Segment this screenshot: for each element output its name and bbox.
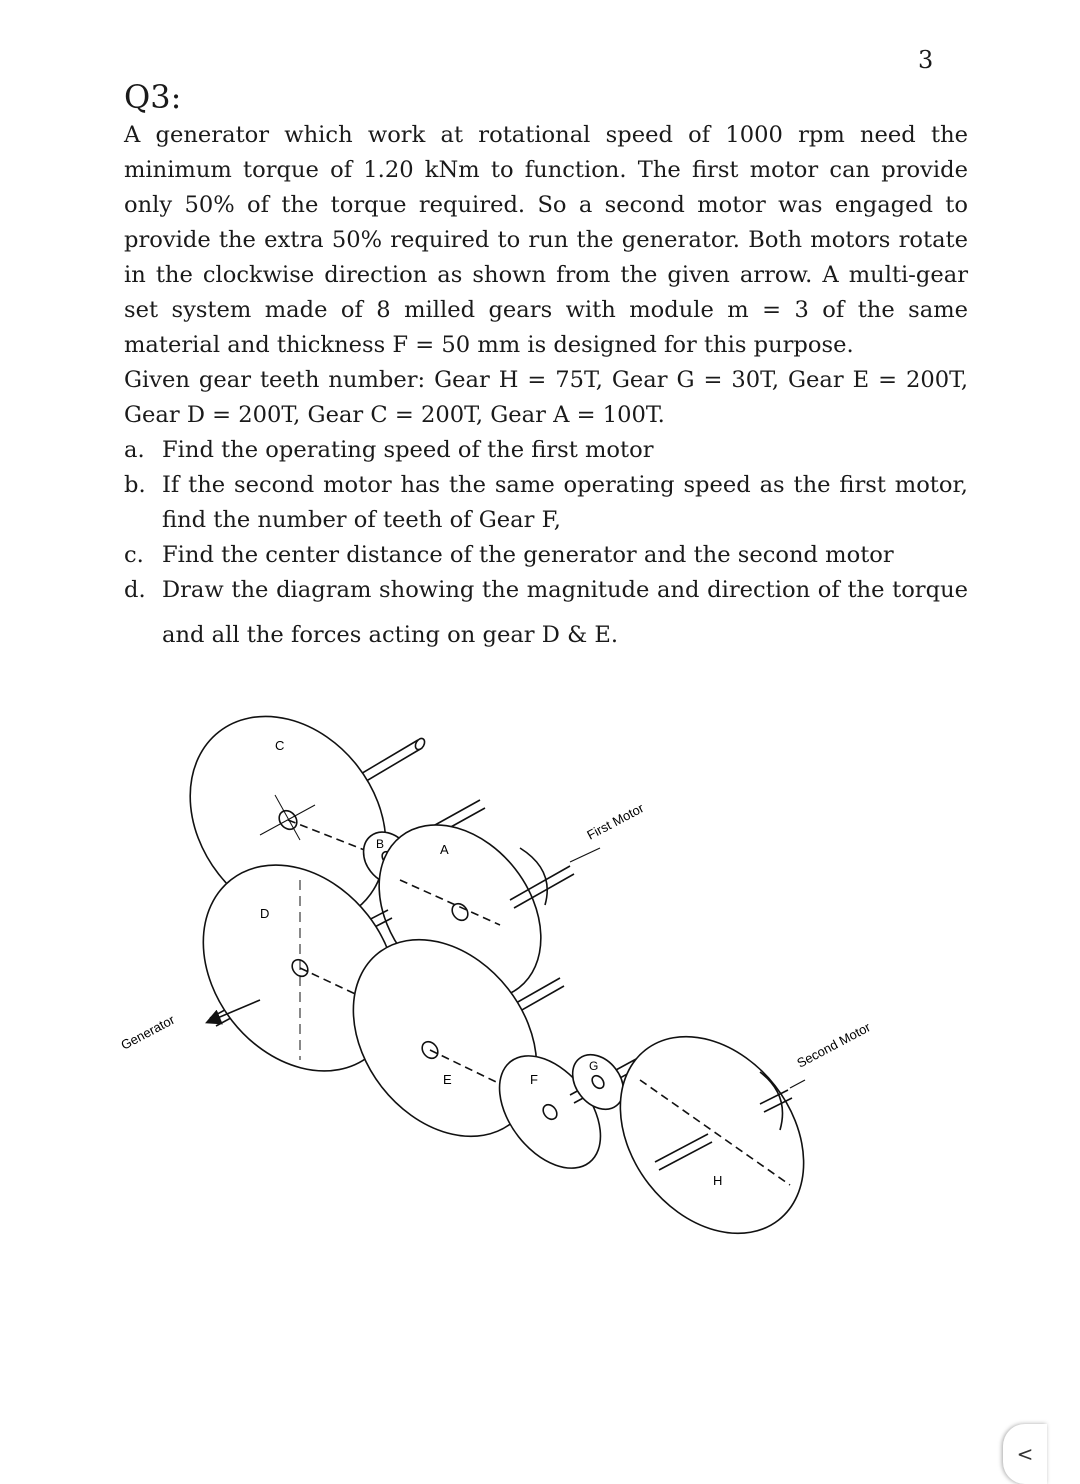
part-text: If the second motor has the same operating speed as the first motor, find the number of teeth of Gear F, xyxy=(162,472,968,533)
gear-label-a: A xyxy=(440,842,449,857)
part-b xyxy=(124,468,968,538)
part-label: a. xyxy=(124,437,145,463)
gear-train-diagram xyxy=(100,700,920,1260)
question-body xyxy=(124,118,968,658)
question-parts xyxy=(124,433,968,658)
gear-h xyxy=(582,1001,841,1260)
part-d xyxy=(124,573,968,658)
part-label: d. xyxy=(124,577,146,603)
back-button[interactable] xyxy=(1003,1424,1047,1484)
gear-label-e: E xyxy=(443,1072,452,1087)
gear-label-d: D xyxy=(260,906,270,921)
question-title: Q3: xyxy=(124,78,182,116)
first-motor-label: First Motor xyxy=(584,800,647,843)
second-motor-label: Second Motor xyxy=(794,1019,873,1071)
given-teeth-numbers: Given gear teeth number: Gear H = 75T, Gear G = 30T, Gear E = 200T, Gear D = 200T, Gear C = 200T, Gear A = 100T. xyxy=(124,367,968,428)
part-text: Draw the diagram showing the magnitude and direction of the torque and all the forces acting on gear D & E. xyxy=(162,577,968,648)
part-text: Find the center distance of the generator and the second motor xyxy=(162,542,894,568)
part-label: b. xyxy=(124,472,146,498)
problem-statement: A generator which work at rotational speed of 1000 rpm need the minimum torque of 1.20 kNm to function. The first motor can provide only 50% of the torque required. So a second motor was engaged to provide the extra 50% required to run the generator. Both motors rotate in the clockwise direction as shown from the given arrow. A multi-gear set system made of 8 milled gears with module m = 3 of the same material and thickness F = 50 mm is designed for this purpose. xyxy=(124,122,968,358)
gear-label-b: B xyxy=(376,837,385,851)
page-number: 3 xyxy=(918,46,934,74)
generator-label: Generator xyxy=(118,1011,178,1053)
chevron-left-icon: < xyxy=(1016,1442,1034,1466)
part-text: Find the operating speed of the first motor xyxy=(162,437,654,463)
gear-label-f: F xyxy=(530,1072,538,1087)
gear-label-h: H xyxy=(713,1173,723,1188)
part-label: c. xyxy=(124,542,144,568)
part-a xyxy=(124,433,968,468)
gear-label-g: G xyxy=(589,1059,599,1073)
gear-label-c: C xyxy=(275,738,285,753)
